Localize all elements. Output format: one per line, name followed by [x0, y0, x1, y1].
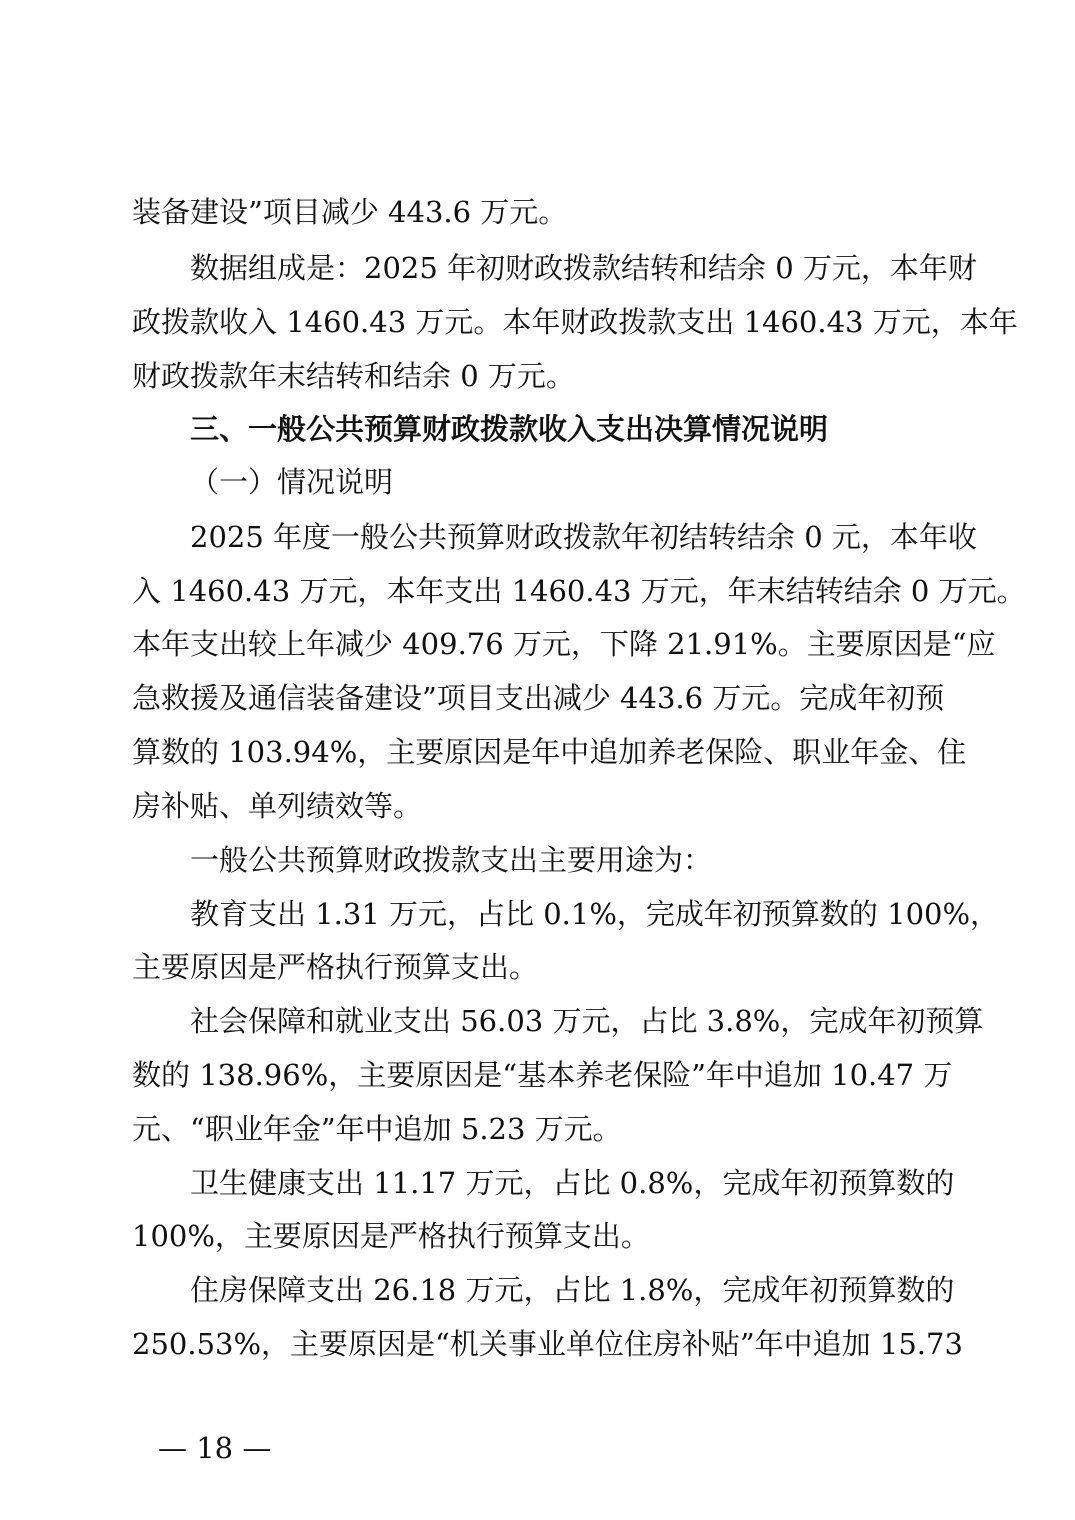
text-line: 社会保障和就业支出 56.03 万元，占比 3.8%，完成年初预算 [190, 1004, 984, 1038]
text-line: 本年支出较上年减少 409.76 万元，下降 21.91%。主要原因是“应 [132, 627, 996, 661]
text-line: 算数的 103.94%，主要原因是年中追加养老保险、职业年金、住 [132, 735, 967, 769]
text-line: 100%，主要原因是严格执行预算支出。 [132, 1219, 650, 1253]
text-line: 主要原因是严格执行预算支出。 [132, 950, 539, 984]
text-line: 数的 138.96%，主要原因是“基本养老保险”年中追加 10.47 万 [132, 1058, 953, 1092]
page-number: — 18 — [158, 1431, 272, 1465]
text-line: 财政拨款年末结转和结余 0 万元。 [132, 359, 575, 393]
text-line: 元、“职业年金”年中追加 5.23 万元。 [132, 1112, 622, 1146]
text-line: 2025 年度一般公共预算财政拨款年初结转结余 0 元，本年收 [190, 520, 977, 554]
text-line: 房补贴、单列绩效等。 [132, 789, 423, 823]
subsection-heading: （一）情况说明 [190, 465, 394, 499]
text-line: 入 1460.43 万元，本年支出 1460.43 万元，年末结转结余 0 万元。 [132, 574, 1026, 608]
text-line: 教育支出 1.31 万元，占比 0.1%，完成年初预算数的 100%， [190, 897, 1000, 931]
text-line: 住房保障支出 26.18 万元，占比 1.8%，完成年初预算数的 [190, 1273, 955, 1307]
text-line: 一般公共预算财政拨款支出主要用途为： [190, 843, 713, 877]
text-line: 数据组成是：2025 年初财政拨款结转和结余 0 万元，本年财 [190, 251, 977, 285]
section-heading: 三、一般公共预算财政拨款收入支出决算情况说明 [190, 412, 829, 446]
text-line: 急救援及通信装备建设”项目支出减少 443.6 万元。完成年初预 [132, 681, 945, 715]
text-line: 卫生健康支出 11.17 万元，占比 0.8%，完成年初预算数的 [190, 1166, 955, 1200]
text-line: 装备建设”项目减少 443.6 万元。 [132, 195, 568, 229]
text-line: 250.53%，主要原因是“机关事业单位住房补贴”年中追加 15.73 [132, 1327, 963, 1361]
text-line: 政拨款收入 1460.43 万元。本年财政拨款支出 1460.43 万元，本年 [132, 305, 1018, 339]
